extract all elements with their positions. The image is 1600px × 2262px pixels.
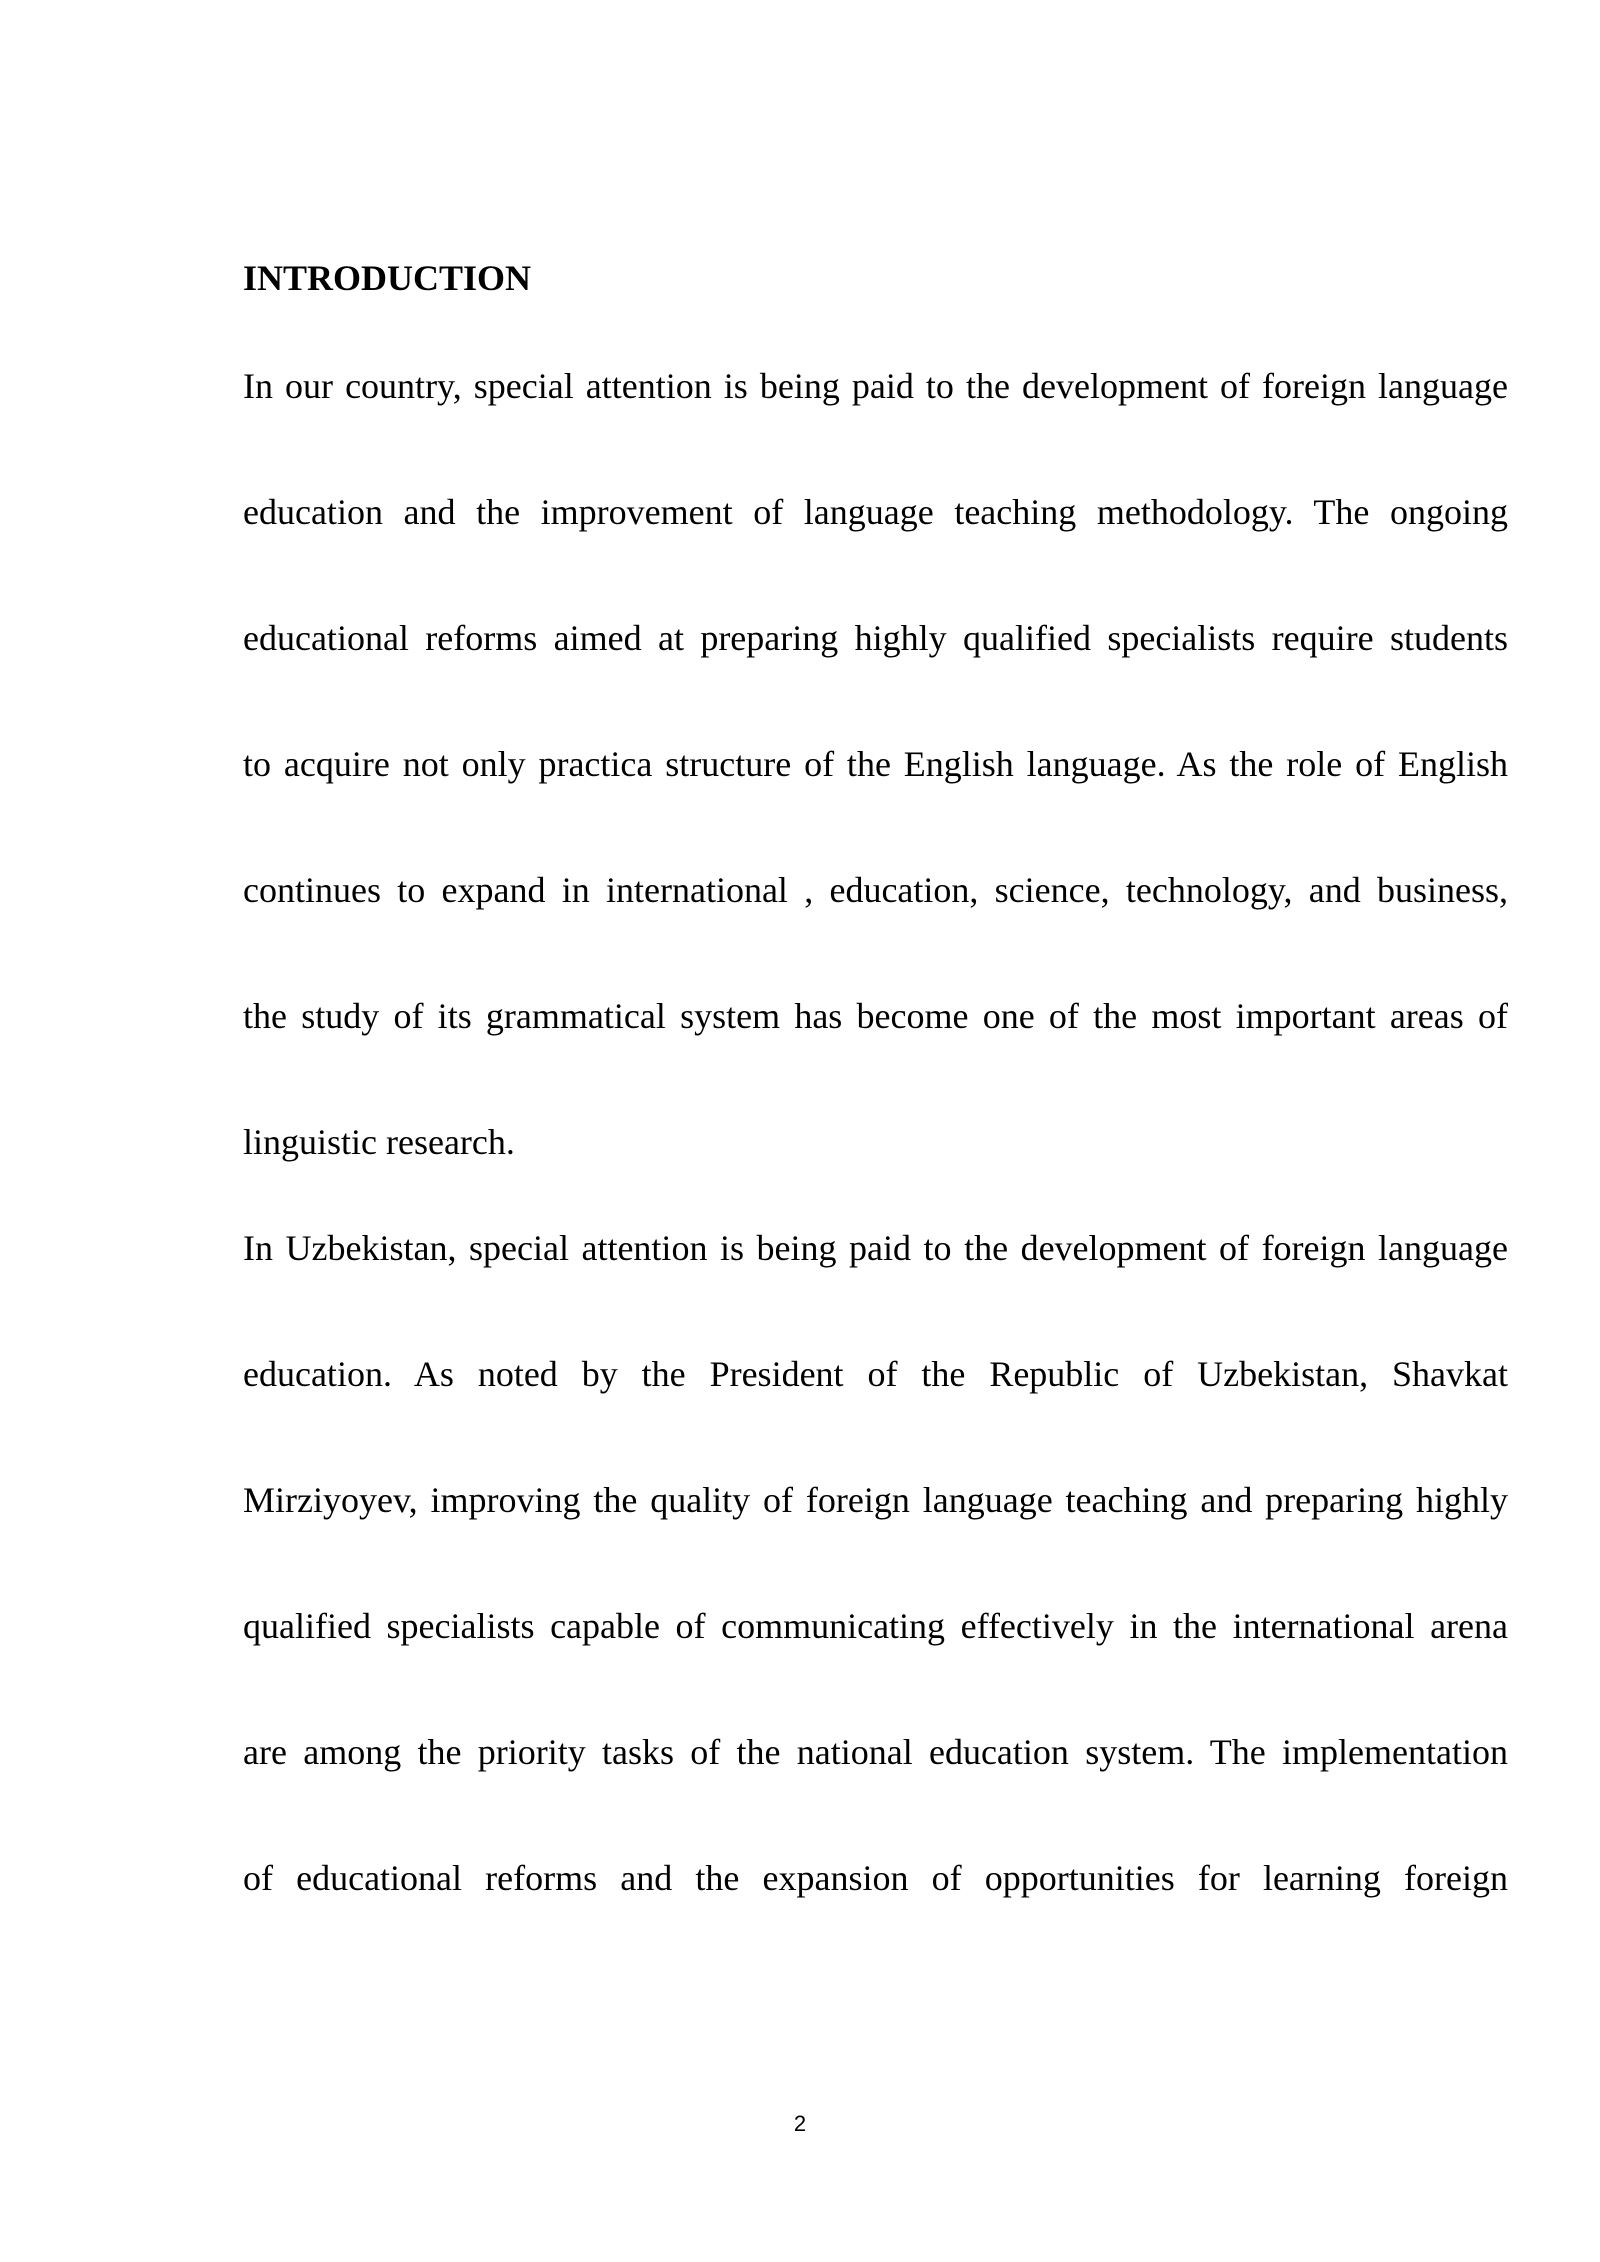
paragraph-1-line-4: to acquire not only practica structure of the English language. As the role of English: [243, 744, 1508, 784]
paragraph-1-line-6: the study of its grammatical system has become one of the most important areas of: [243, 996, 1508, 1036]
section-heading: INTRODUCTION: [243, 258, 532, 298]
page-number: 2: [793, 2111, 807, 2136]
paragraph-1-line-7: linguistic research.: [243, 1122, 515, 1162]
paragraph-2-line-1: In Uzbekistan, special attention is being paid to the development of foreign language: [243, 1228, 1508, 1268]
paragraph-2-line-4: qualified specialists capable of communicating effectively in the international arena: [243, 1606, 1508, 1646]
paragraph-1-line-1: In our country, special attention is being paid to the development of foreign language: [243, 366, 1508, 406]
paragraph-2-line-5: are among the priority tasks of the national education system. The implementation: [243, 1732, 1508, 1772]
paragraph-1-line-3: educational reforms aimed at preparing highly qualified specialists require students: [243, 618, 1508, 658]
paragraph-2-line-2: education. As noted by the President of the Republic of Uzbekistan, Shavkat: [243, 1354, 1508, 1394]
paragraph-2-line-6: of educational reforms and the expansion of opportunities for learning foreign: [243, 1858, 1508, 1898]
paragraph-1-line-5: continues to expand in international , education, science, technology, and business,: [243, 870, 1508, 910]
paragraph-2-line-3: Mirziyoyev, improving the quality of foreign language teaching and preparing highly: [243, 1480, 1508, 1520]
paragraph-1-line-2: education and the improvement of language teaching methodology. The ongoing: [243, 492, 1508, 532]
